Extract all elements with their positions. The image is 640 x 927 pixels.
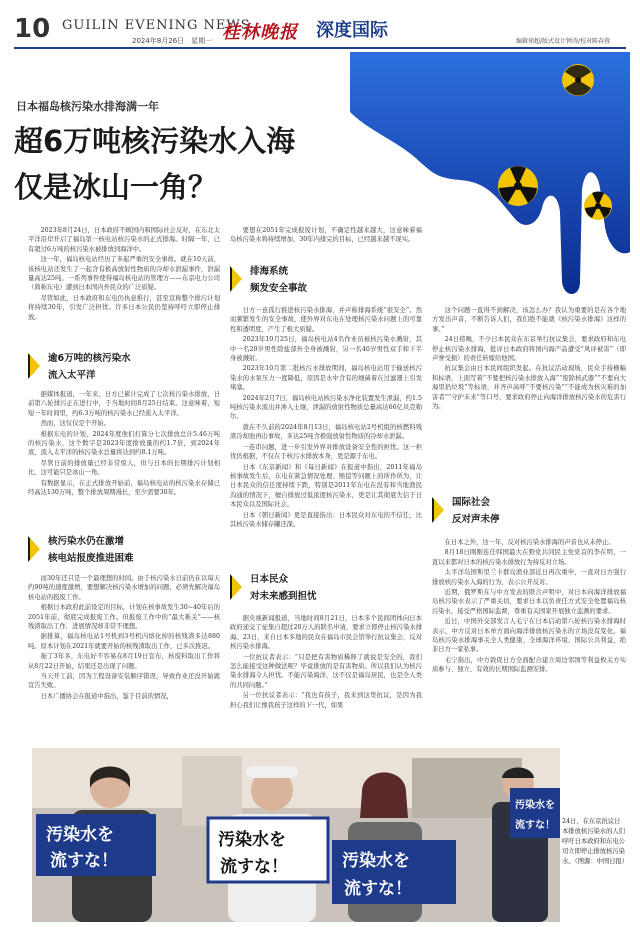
placard-center <box>208 818 328 882</box>
paragraph: 日本《朝日新闻》更是直接指出：日本民众对东电的不信任，比其核污染水储存罐还深。 <box>230 511 422 528</box>
paragraph: 据央视新闻报道，当地时间8月21日，日本多个民间团体向日本政府递交了征集自超过20万人的联名申请，要求立即停止核污染水排海。23日，来自日本多地的民众在福岛市民会馆举行抗议集会，反对核污染水排海。 <box>230 615 422 651</box>
column-3 <box>432 306 626 412</box>
paragraph: 毛宁指出，中方敦促日方全面配合建立周边邻国等利益攸关方实质参与、独立、有效的长期国际监测安排。 <box>432 656 626 674</box>
paragraph: 在日本之外，这一年，反对核污染水排海的声音也从未停止。 <box>444 539 615 546</box>
radiation-symbol-middle <box>498 166 538 206</box>
paragraph: 2024年2月7日，福岛核电站核污染水净化装置发生泄漏，约1.5吨核污染水流出并渗入土壤，泄漏的放射性物质总量高达66亿贝克勒尔。 <box>230 394 422 421</box>
headline-line-2: 仅是冰山一角？ <box>14 170 218 204</box>
headline-line-1: 超6万吨核污染水入海 <box>14 124 296 158</box>
subheading-line: 流入太平洋 <box>48 370 96 381</box>
subheading-line: 反对声未停 <box>452 514 500 525</box>
placard-right <box>332 840 456 904</box>
placard-left <box>36 814 156 876</box>
paragraph: 一位抗议者表示：“只是把有害物质稀释了就说是安全的，我们怎么能接受这种做法呢？毕竟排放的是有害物质。所以我们认为核污染水排海令人担忧。不能污染海洋，这不仅是福岛居民，也是全人类的共同问题。” <box>230 653 422 689</box>
paragraph: 另一位抗议者表示：“我也有孩子，我来到这里抗议，是因为我担心我们让像我孩子这样的下一代，如果 <box>230 692 422 709</box>
column-2-section-4 <box>230 614 422 711</box>
placard-center-line-2: 流すな！ <box>220 857 288 877</box>
page-number: 10 <box>14 14 51 44</box>
placard-left-line-1: 汚染水を <box>46 825 114 845</box>
paragraph: 近期，俄罗斯在与中方发表的联合声明中，对日本向海洋排放福岛核污染水表示了严重关切，要求日本以负责任方式安全处置福岛核污染水，接受严格国际监督，尊重有关国家开展独立监测的要求。 <box>432 589 626 615</box>
photo-caption: 24日，在东京抗议日本排放核污染水的人们呼吁日本政府和东电公司立即停止排放核污染水。（图源：中国日报） <box>562 818 629 865</box>
paragraph: 24日傍晚，不少日本民众在东京举行抗议集会，要求政府和东电停止核污染水排海，批评日本政府将国内海产品遭受“风评被害”（即声誉受损）的责任转嫁给他国。 <box>432 336 626 363</box>
paragraph: 日本广播协会在报道中指出，鉴于目前的情况， <box>40 692 173 700</box>
subheading-3 <box>230 263 422 297</box>
column-1-section-2 <box>28 574 220 702</box>
subheading-line: 核电站报废推进困难 <box>48 553 134 564</box>
subheading-line: 核污染水仍在激增 <box>48 536 125 547</box>
editor-credits: 编辑徐超/版式设计钟涛/校对陈春蓉 <box>516 38 611 45</box>
paragraph: 拖了3年多，东电好不容易在8月19日宣布，核废料取出工作将从8月22日开始，结果还是出现了问题。 <box>28 653 220 670</box>
paragraph: 当天开工前，因为工程设备安装顺序错误，导致作业还没开始就宣告失败。 <box>28 673 220 690</box>
paragraph: 然而，这仅仅是个开始。 <box>40 420 110 428</box>
paragraph: 抗议集会由日本民间组织发起。在抗议活动现场，民众手持横幅和标语，上面写着“不要把核污染水排放入海”“废除核武器”“不要向大海里扔垃圾”等标语，并齐声高呼“不要核污染”“不能成为核灾难的加害者”“守护未来”等口号，要求政府停止向海洋排放核污染水的危害行为。 <box>432 365 626 411</box>
paragraph: 据推算，福岛核电站1号机到3号机内熔化掉的核残渣多达880吨。原本计划在2021年就要开始的核残渣取出工作，已多次推迟。 <box>28 633 220 650</box>
column-1-section-1 <box>28 390 220 498</box>
subheading-2 <box>28 533 220 567</box>
column-3-section-5 <box>432 538 626 676</box>
subheading-line: 对未来感到担忧 <box>250 591 317 602</box>
paragraph: 这一年，福岛核电站经历了多起严重的安全事故。就在10天前，该核电站还发生了一起含有极高放射性物质的冷却水泄漏事件，泄漏量高达25吨。一系列事件使得福岛核电站的管理方——东京电力公司（简称东电）遭到日本国内外民众的广泛质疑。 <box>28 256 220 292</box>
masthead-rule <box>14 47 626 49</box>
column-2 <box>230 226 422 246</box>
article-headline <box>14 118 295 210</box>
subheading-line: 频发安全事故 <box>250 283 308 294</box>
paragraph: 2023年8月24日，日本政府不顾国内和国际社会反对，在东北太平洋沿岸开启了福岛第一核电站核污染水的正式排海。时隔一年，已有超过6万吨的核污染水被排放到海洋中。 <box>28 227 220 253</box>
article-kicker: 日本福岛核污染水排海满一年 <box>16 100 159 113</box>
paper-logo: 桂林晚报 <box>222 22 298 43</box>
paragraph: 有数据显示，在正式排放开始前，福岛核电站的核污染水存储已经高达130万吨，整个排放周期漫长，至少需要30年。 <box>28 479 220 497</box>
paragraph: 8月18日刚刚连任韩国最大在野党共同民主党党首的李在明，一直以来都对日本的核污染水排放行为持反对立场。 <box>432 549 626 566</box>
placard-left-line-2: 流すな！ <box>50 851 118 871</box>
column-2-section-3 <box>230 306 422 530</box>
paragraph: 而30年还只是一个最理想的时间。由于核污染水日前仍在以每天约90吨的速度激增，要想解决核污染水增加的问题，必须先解决福岛核电站的报废工作。 <box>28 575 220 601</box>
issue-date: 2024年8月26日 星期一 <box>132 37 213 45</box>
paragraph: 太平洋岛国斯里兰卡群岛渔业部近日再次重申，一直对日方强行排放核污染水入海的行为，表示公开反对。 <box>432 569 626 586</box>
paragraph: 2023年10月25日，福岛核电站4名作业员被核污染水溅射，其中一名20岁男性除盐部外全身被溅射，另一名40岁男性双手和下半身被溅射。 <box>230 336 422 363</box>
subheading-line: 日本民众 <box>250 574 289 585</box>
paragraph: 这个问题一直得不到解决，该怎么办？我认为重要的是在各个地方发出声音，不断告诉人们，我们绝不能就《核污染水排海》这样的事。” <box>432 307 626 333</box>
paragraph: 一连串问题，进一步引发外界对排放设备安全性的担忧。这一担忧仍根据，不仅在于核污水排放本身，更是源于东电。 <box>230 443 422 461</box>
protest-photo <box>32 748 629 922</box>
paragraph: 近日，中国外交部发言人毛宁在日本启动第八轮核污染水排海时表示，中方反对日本单方面向海洋排放核污染水的立场没有变化。福岛核污染水排海事关全人类健康、全球海洋环境、国际公共利益，绝非日方一家私事。 <box>432 618 626 654</box>
column-1 <box>28 226 220 323</box>
paragraph: 尽管日前的排放量已经非常惊人，但与日本的长期排污计划相比，这可能只是冰山一角。 <box>28 459 220 477</box>
paragraph: 就在不久前的2024年8月13日，福岛核电站2号机组的核燃料残渣冷却池再出事故，多达25吨含极强放射性物质的冷却水泄漏。 <box>230 423 422 441</box>
paragraph: 尽管如此，日本政府和东电仍执意推行，甚至宣称整个排污计划将持续30年，引发广泛担忧。许多日本公民仍坚持呼吁立即停止排放。 <box>28 294 220 321</box>
paragraph: 根据东电的计划，2024年度他们打算分七次排放总计5.46万吨的核污染水，这个数字是2023年度排放量的约1.7倍，到2024年底，流入太平洋的核污染水总量将达到约8.1万吨。 <box>28 430 220 457</box>
subheading-line: 逾6万吨的核污染水 <box>48 353 131 364</box>
paragraph: 日方一意孤行推进核污染水排海，并声称排海系统“很安全”。然而频繁发生的安全事故，使外界对东电在处理核污染水问题上的可靠性和透明度，产生了极大质疑。 <box>230 307 422 333</box>
paragraph: 2023年10月第二批核污水排放期间，福岛核电站用于输送核污染水的水泵压力一度降低，原因是水中含有的细菌着在过滤器上引发堵塞。 <box>230 365 422 392</box>
placard-right-line-2: 流すな！ <box>344 879 412 899</box>
paragraph: 据媒体报道，一年来，日方已累计完成了七次核污染水排放，日前第八轮排污正在进行中，于当地时间8月25日结束。这意味着，短短一年时间里，约6.3万吨的核污染水已经流入太平洋。 <box>28 391 220 417</box>
placard-right-line-1: 汚染水を <box>342 851 410 871</box>
subheading-line: 国际社会 <box>452 497 491 508</box>
subheading-1 <box>28 350 220 384</box>
subheading-5 <box>432 494 626 528</box>
paper-name: GUILIN EVENING NEWS <box>62 18 251 33</box>
paragraph: 要想在2051年完成报废计划，不确定性越来越大，这意味着福岛核污染水将持续增加，30年内排完的目标，已经越来越不现实。 <box>230 227 422 244</box>
small-sign-line-1: 汚染水を <box>515 800 555 811</box>
paragraph: 根据日本政府此前设定的目标，计划在核事故发生30~40年后的2051年前，彻底完成报废工作。但报废工作中的“最大难关”——核残渣取出工作，进展情况却非常不理想。 <box>28 604 220 631</box>
section-title: 深度国际 <box>316 20 388 41</box>
placard-center-line-1: 汚染水を <box>218 830 286 850</box>
paragraph: 日本《东京新闻》和《每日新闻》在报道中指出，2011年福岛核事故发生后，东电在紧急情况处理、赔偿等问题上的所作所为，让日本民众的信任度持续下跌，特别是2011年东电在没有和当地渔民沟通的情况下，擅自排放过低浓度核污染水，更是让其彻底失信于日本民众以及国际社会。 <box>230 463 422 509</box>
small-sign-line-2: 流すな！ <box>515 820 555 831</box>
radiation-symbol-top <box>562 64 594 96</box>
subheading-line: 排海系统 <box>250 266 289 277</box>
subheading-4 <box>230 571 422 605</box>
